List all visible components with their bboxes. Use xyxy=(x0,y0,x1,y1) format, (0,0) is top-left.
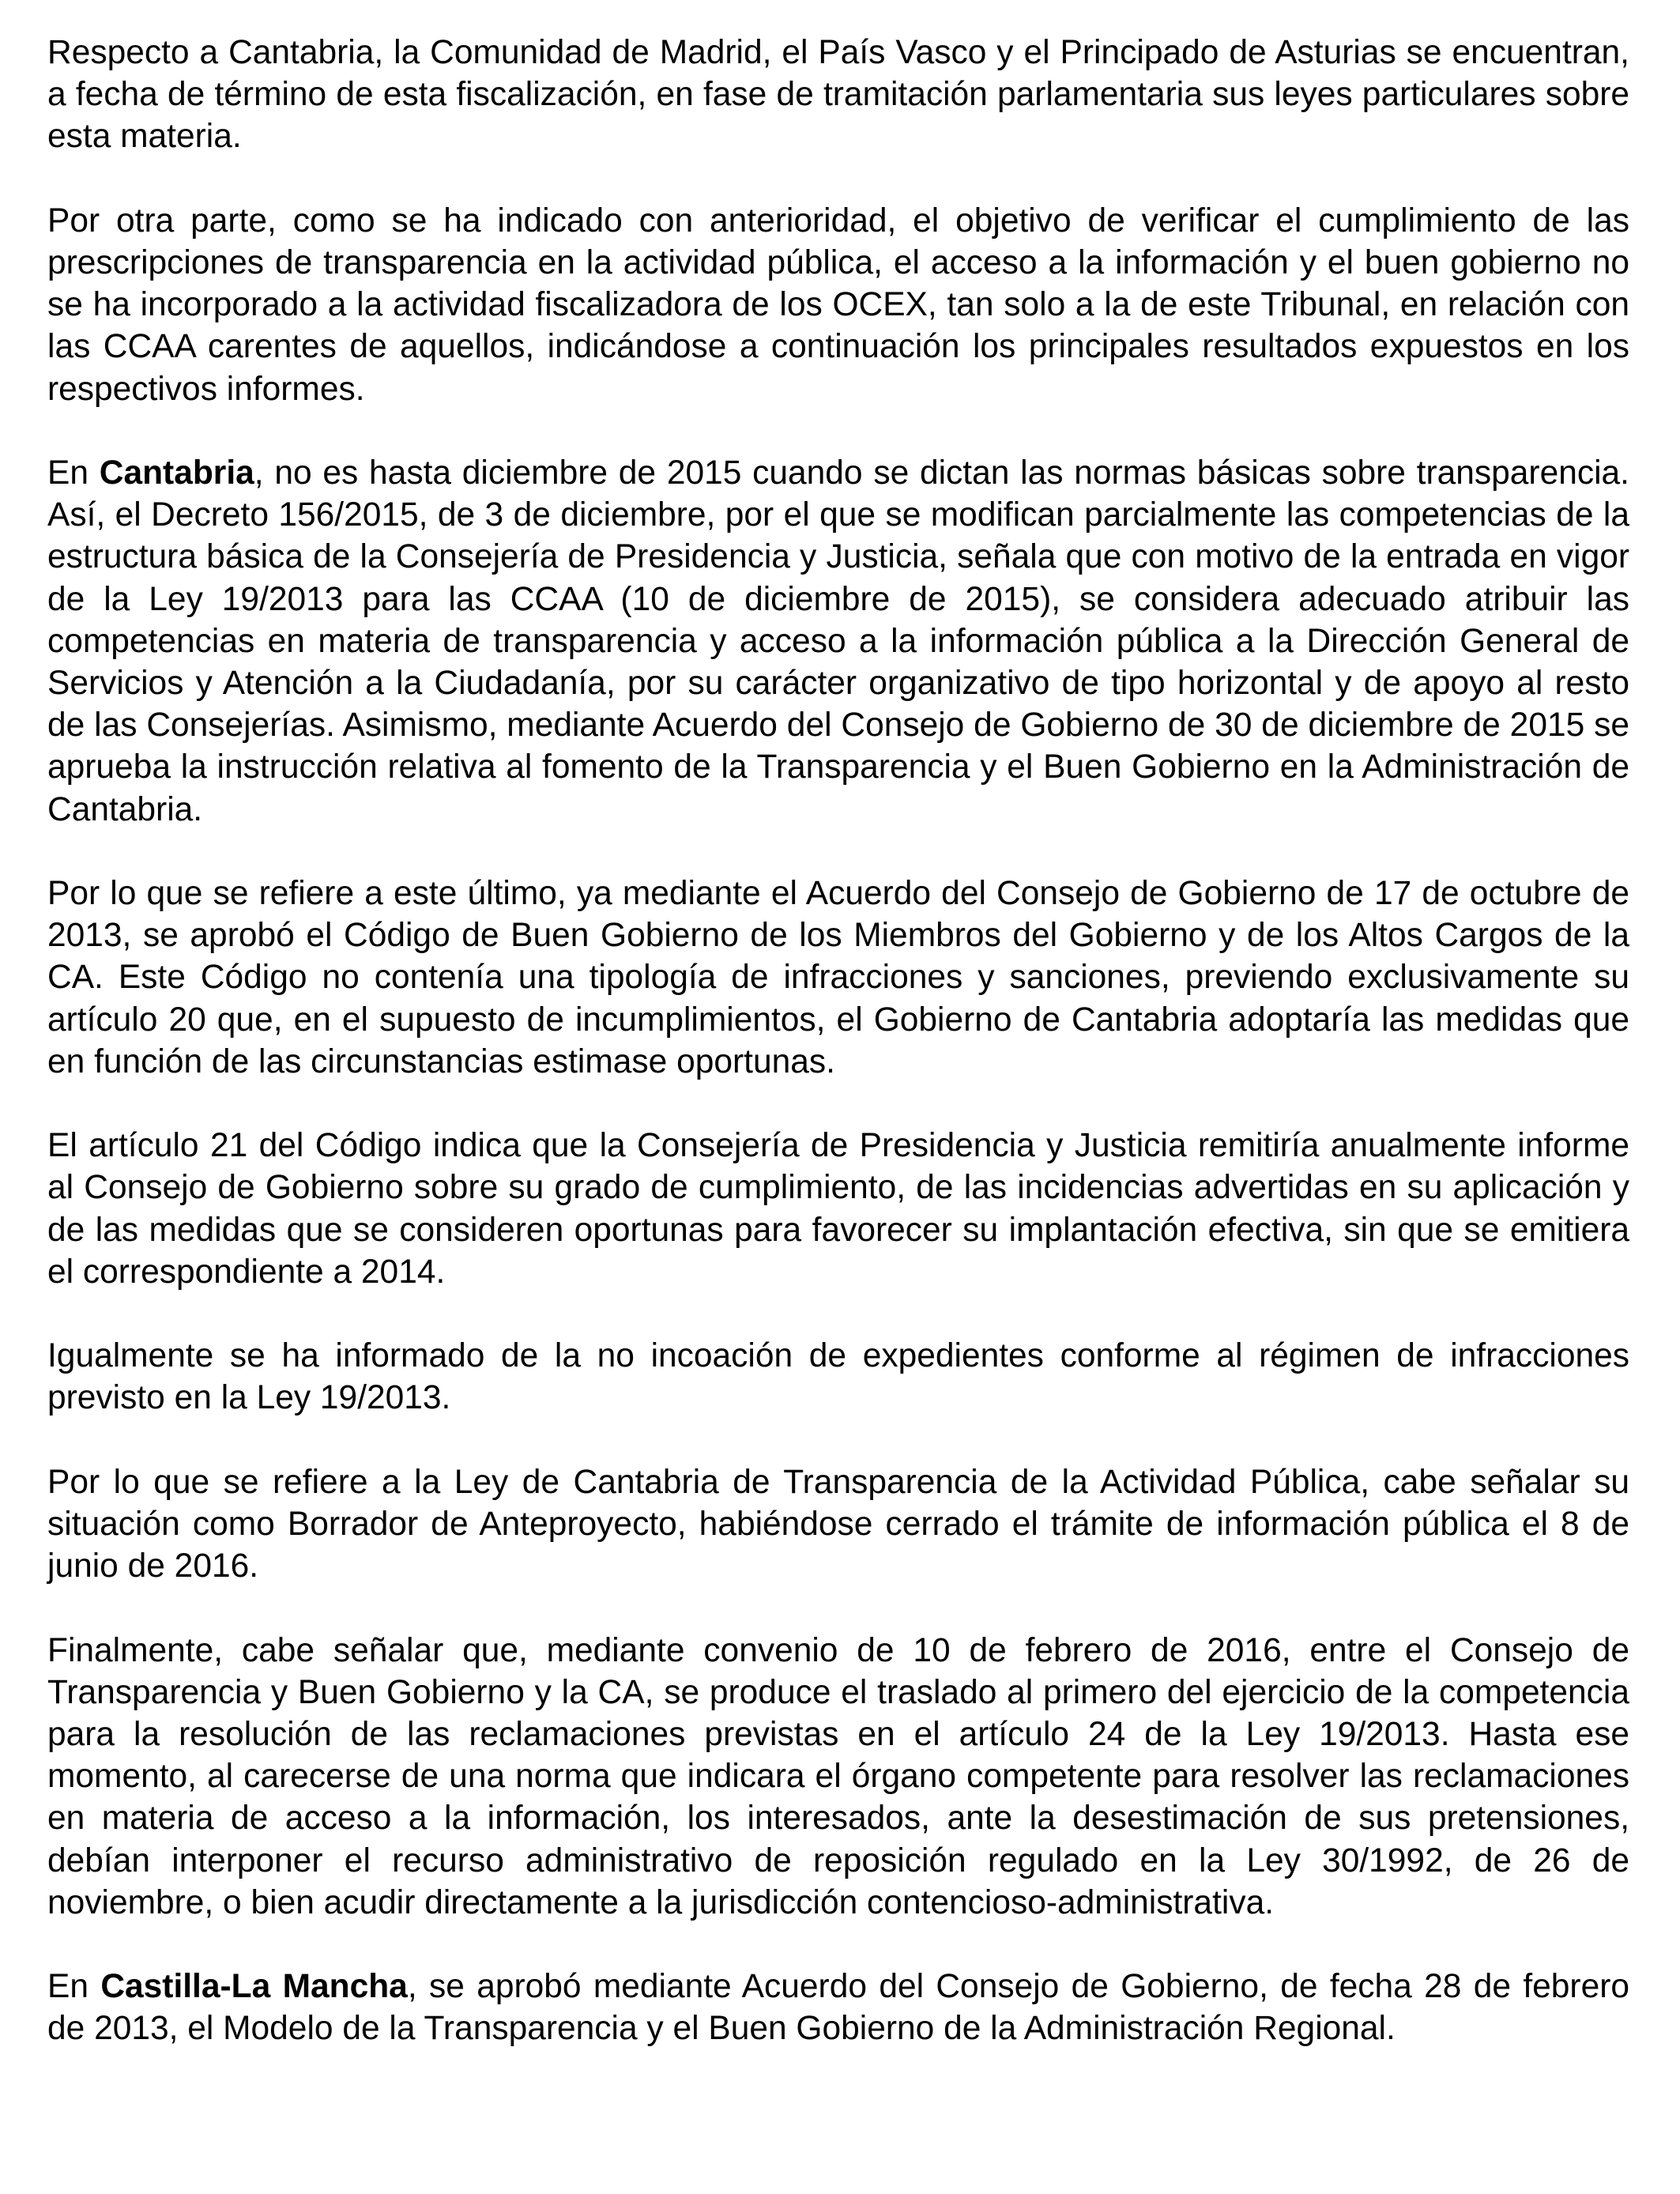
region-name-castilla-la-mancha: Castilla-La Mancha xyxy=(100,1968,408,2006)
paragraph-articulo-21 xyxy=(47,1125,1629,1293)
paragraph-codigo-buen-gobierno xyxy=(47,873,1629,1083)
paragraph-prefix: En xyxy=(47,454,100,492)
paragraph-text: Por otra parte, como se ha indicado con anterioridad, el objetivo de verificar el cumplimiento de las prescripciones de transparencia en la actividad pública, el acceso a la información y el buen gobierno no se ha incorporado a la actividad fiscalizadora de los OCEX, tan solo a la de este Tribunal, en relación con las CCAA carentes de aquellos, indicándose a continuación los principales resultados expuestos en los respectivos informes. xyxy=(47,202,1629,408)
paragraph-no-expedientes xyxy=(47,1335,1629,1419)
region-name-cantabria: Cantabria xyxy=(99,454,254,492)
paragraph-text: , se aprobó mediante Acuerdo del Consejo de Gobierno, de fecha 28 de febrero de 2013, el Modelo de la Transparencia y el Buen Gobierno de la Administración Regional. xyxy=(47,1968,1629,2048)
paragraph-text: , no es hasta diciembre de 2015 cuando se dictan las normas básicas sobre transparencia. Así, el Decreto 156/2015, de 3 de diciembre, por el que se modifican parcialmente las competencias de la estructura básica de la Consejería de Presidencia y Justicia, señala que con motivo de la entrada en vigor de la Ley 19/2013 para las CCAA (10 de diciembre de 2015), se considera adecuado atribuir las competencias en materia de transparencia y acceso a la información pública a la Dirección General de Servicios y Atención a la Ciudadanía, por su carácter organizativo de tipo horizontal y de apoyo al resto de las Consejerías. Asimismo, mediante Acuerdo del Consejo de Gobierno de 30 de diciembre de 2015 se aprueba la instrucción relativa al fomento de la Transparencia y el Buen Gobierno en la Administración de Cantabria. xyxy=(47,454,1629,828)
paragraph-cantabria-intro xyxy=(47,452,1629,831)
document-page xyxy=(47,32,1629,2050)
paragraph-text: Respecto a Cantabria, la Comunidad de Madrid, el País Vasco y el Principado de Asturias se encuentran, a fecha de término de esta fiscalización, en fase de tramitación parlamentaria sus leyes particulares sobre esta materia. xyxy=(47,34,1629,156)
paragraph-text: Por lo que se refiere a la Ley de Cantabria de Transparencia de la Actividad Pública, cabe señalar su situación como Borrador de Anteproyecto, habiéndose cerrado el trámite de información pública el 8 de junio de 2016. xyxy=(47,1463,1629,1585)
paragraph-ccaa-status xyxy=(47,32,1629,158)
paragraph-text: Por lo que se refiere a este último, ya mediante el Acuerdo del Consejo de Gobierno de 17 de octubre de 2013, se aprobó el Código de Buen Gobierno de los Miembros del Gobierno y de los Altos Cargos de la CA. Este Código no contenía una tipología de infracciones y sanciones, previendo exclusivamente su artículo 20 que, en el supuesto de incumplimientos, el Gobierno de Cantabria adoptaría las medidas que en función de las circunstancias estimase oportunas. xyxy=(47,875,1629,1080)
paragraph-ocex-scope xyxy=(47,200,1629,410)
paragraph-text: El artículo 21 del Código indica que la Consejería de Presidencia y Justicia remitiría anualmente informe al Consejo de Gobierno sobre su grado de cumplimiento, de las incidencias advertidas en su aplicación y de las medidas que se consideren oportunas para favorecer su implantación efectiva, sin que se emitiera el correspondiente a 2014. xyxy=(47,1127,1629,1291)
paragraph-convenio xyxy=(47,1630,1629,1924)
paragraph-prefix: En xyxy=(47,1968,101,2006)
paragraph-castilla-la-mancha xyxy=(47,1966,1629,2049)
paragraph-text: Igualmente se ha informado de la no incoación de expedientes conforme al régimen de infracciones previsto en la Ley 19/2013. xyxy=(47,1337,1629,1417)
paragraph-ley-cantabria xyxy=(47,1461,1629,1588)
paragraph-text: Finalmente, cabe señalar que, mediante convenio de 10 de febrero de 2016, entre el Consejo de Transparencia y Buen Gobierno y la CA, se produce el traslado al primero del ejercicio de la competencia para la resolución de las reclamaciones previstas en el artículo 24 de la Ley 19/2013. Hasta ese momento, al carecerse de una norma que indicara el órgano competente para resolver las reclamaciones en materia de acceso a la información, los interesados, ante la desestimación de sus pretensiones, debían interponer el recurso administrativo de reposición regulado en la Ley 30/1992, de 26 de noviembre, o bien acudir directamente a la jurisdicción contencioso-administrativa. xyxy=(47,1631,1629,1921)
